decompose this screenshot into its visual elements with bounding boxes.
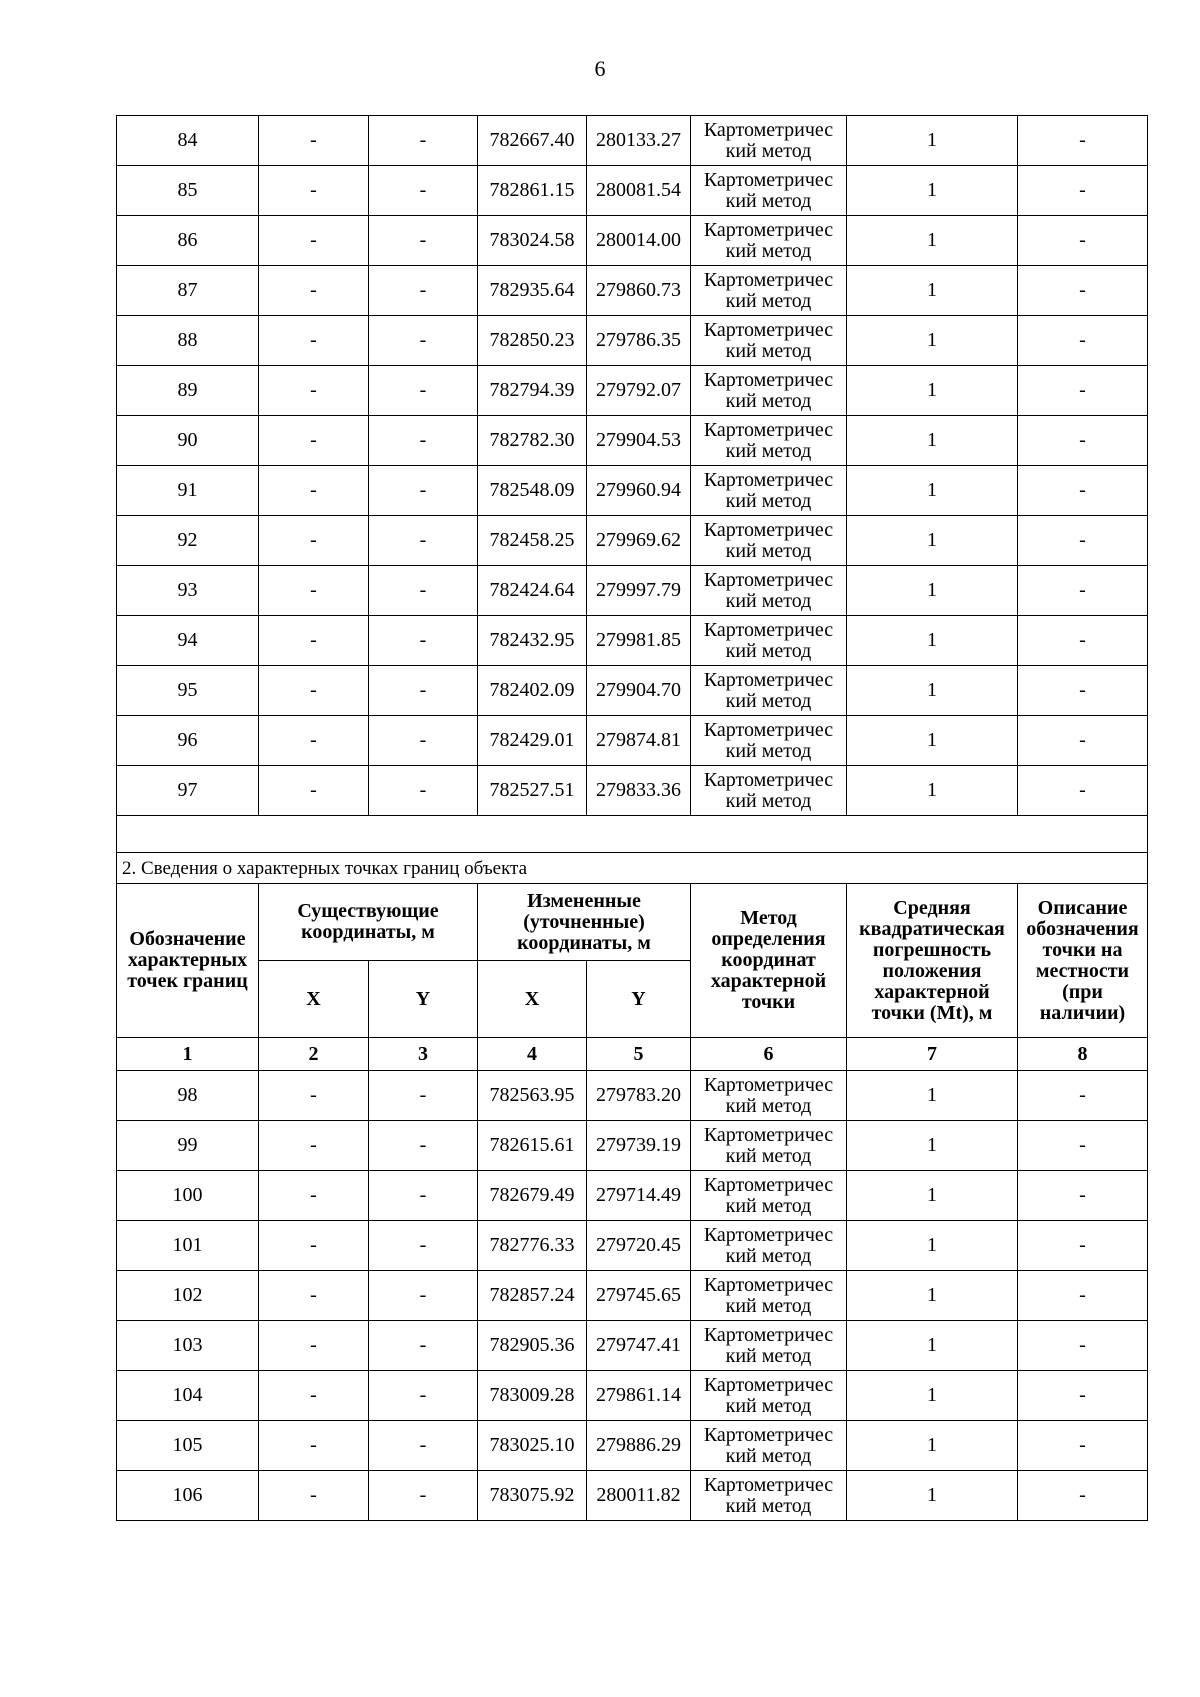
changed-x: 782667.40 — [478, 116, 587, 166]
mt-value: 1 — [847, 1271, 1018, 1321]
changed-y: 279886.29 — [587, 1421, 691, 1471]
method-line-2: кий метод — [725, 439, 812, 462]
point-id: 95 — [117, 666, 259, 716]
table-row — [117, 1171, 1148, 1221]
changed-x: 782527.51 — [478, 766, 587, 816]
table-row — [117, 516, 1148, 566]
table-row — [117, 316, 1148, 366]
method-line-2: кий метод — [725, 1244, 812, 1267]
existing-y: - — [369, 166, 478, 216]
mt-value: 1 — [847, 316, 1018, 366]
method-line-1: Картометричес — [703, 218, 834, 241]
table-row — [117, 216, 1148, 266]
changed-y: 280014.00 — [587, 216, 691, 266]
header-designation: Обозначение характерных точек границ — [117, 884, 259, 1038]
description: - — [1018, 1321, 1148, 1371]
table-row — [117, 1321, 1148, 1371]
point-id: 88 — [117, 316, 259, 366]
existing-x: - — [259, 766, 369, 816]
method — [691, 316, 847, 366]
method — [691, 416, 847, 466]
point-id: 101 — [117, 1221, 259, 1271]
existing-x: - — [259, 616, 369, 666]
existing-y: - — [369, 566, 478, 616]
changed-y: 279969.62 — [587, 516, 691, 566]
table-row — [117, 666, 1148, 716]
point-id: 94 — [117, 616, 259, 666]
point-id: 102 — [117, 1271, 259, 1321]
existing-y: - — [369, 616, 478, 666]
changed-x: 782402.09 — [478, 666, 587, 716]
existing-y: - — [369, 266, 478, 316]
point-id: 91 — [117, 466, 259, 516]
method — [691, 1271, 847, 1321]
description: - — [1018, 466, 1148, 516]
column-number: 5 — [587, 1038, 691, 1071]
empty-row — [117, 816, 1148, 853]
method-line-2: кий метод — [725, 489, 812, 512]
point-id: 106 — [117, 1471, 259, 1521]
changed-x: 782563.95 — [478, 1071, 587, 1121]
point-id: 103 — [117, 1321, 259, 1371]
section-row — [117, 853, 1148, 884]
existing-x: - — [259, 466, 369, 516]
method-line-2: кий метод — [725, 389, 812, 412]
changed-x: 782861.15 — [478, 166, 587, 216]
existing-y: - — [369, 116, 478, 166]
point-id: 98 — [117, 1071, 259, 1121]
method-line-2: кий метод — [725, 1194, 812, 1217]
mt-value: 1 — [847, 566, 1018, 616]
method-line-1: Картометричес — [703, 118, 834, 141]
header-changed-y: Y — [587, 961, 691, 1038]
existing-x: - — [259, 1221, 369, 1271]
method — [691, 616, 847, 666]
changed-y: 280011.82 — [587, 1471, 691, 1521]
mt-value: 1 — [847, 216, 1018, 266]
table-row — [117, 566, 1148, 616]
changed-x: 782776.33 — [478, 1221, 587, 1271]
existing-x: - — [259, 566, 369, 616]
description: - — [1018, 516, 1148, 566]
changed-y: 279786.35 — [587, 316, 691, 366]
method — [691, 216, 847, 266]
header-changed-x: X — [478, 961, 587, 1038]
existing-y: - — [369, 1471, 478, 1521]
changed-x: 782905.36 — [478, 1321, 587, 1371]
method-line-1: Картометричес — [703, 1373, 834, 1396]
column-number: 4 — [478, 1038, 587, 1071]
description: - — [1018, 1471, 1148, 1521]
changed-x: 782850.23 — [478, 316, 587, 366]
mt-value: 1 — [847, 1321, 1018, 1371]
method-line-2: кий метод — [725, 539, 812, 562]
changed-y: 279833.36 — [587, 766, 691, 816]
point-id: 96 — [117, 716, 259, 766]
method-line-1: Картометричес — [703, 1123, 834, 1146]
point-id: 93 — [117, 566, 259, 616]
method — [691, 516, 847, 566]
method — [691, 166, 847, 216]
mt-value: 1 — [847, 716, 1018, 766]
method-line-1: Картометричес — [703, 568, 834, 591]
existing-y: - — [369, 716, 478, 766]
changed-y: 279904.53 — [587, 416, 691, 466]
column-number: 6 — [691, 1038, 847, 1071]
existing-x: - — [259, 166, 369, 216]
header-row-1 — [117, 884, 1148, 961]
method-line-1: Картометричес — [703, 1423, 834, 1446]
table-row — [117, 1421, 1148, 1471]
existing-x: - — [259, 1421, 369, 1471]
existing-x: - — [259, 1371, 369, 1421]
changed-y: 279739.19 — [587, 1121, 691, 1171]
method-line-1: Картометричес — [703, 1323, 834, 1346]
existing-y: - — [369, 466, 478, 516]
changed-y: 279747.41 — [587, 1321, 691, 1371]
header-error: Средняя квадратическая погрешность положения характерной точки (Mt), м — [847, 884, 1018, 1038]
method-line-2: кий метод — [725, 1094, 812, 1117]
method-line-2: кий метод — [725, 139, 812, 162]
method-line-2: кий метод — [725, 589, 812, 612]
changed-y: 280081.54 — [587, 166, 691, 216]
changed-x: 782679.49 — [478, 1171, 587, 1221]
method-line-1: Картометричес — [703, 718, 834, 741]
mt-value: 1 — [847, 116, 1018, 166]
method-line-1: Картометричес — [703, 168, 834, 191]
column-number: 2 — [259, 1038, 369, 1071]
changed-x: 783009.28 — [478, 1371, 587, 1421]
method-line-1: Картометричес — [703, 1273, 834, 1296]
point-id: 100 — [117, 1171, 259, 1221]
method-line-1: Картометричес — [703, 318, 834, 341]
column-number: 3 — [369, 1038, 478, 1071]
method-line-2: кий метод — [725, 689, 812, 712]
table-row — [117, 466, 1148, 516]
method-line-1: Картометричес — [703, 368, 834, 391]
point-id: 104 — [117, 1371, 259, 1421]
existing-x: - — [259, 416, 369, 466]
changed-x: 783075.92 — [478, 1471, 587, 1521]
description: - — [1018, 266, 1148, 316]
changed-y: 279960.94 — [587, 466, 691, 516]
table-row — [117, 1221, 1148, 1271]
method — [691, 666, 847, 716]
method-line-2: кий метод — [725, 1344, 812, 1367]
existing-y: - — [369, 1371, 478, 1421]
table-row — [117, 366, 1148, 416]
coordinates-table — [116, 115, 1148, 1521]
point-id: 99 — [117, 1121, 259, 1171]
method-line-2: кий метод — [725, 339, 812, 362]
method — [691, 566, 847, 616]
header-existing-y: Y — [369, 961, 478, 1038]
table-body-bottom — [117, 1071, 1148, 1521]
changed-x: 783025.10 — [478, 1421, 587, 1471]
method-line-2: кий метод — [725, 789, 812, 812]
method — [691, 1171, 847, 1221]
table-row — [117, 416, 1148, 466]
method — [691, 366, 847, 416]
changed-y: 279745.65 — [587, 1271, 691, 1321]
existing-x: - — [259, 1271, 369, 1321]
method-line-2: кий метод — [725, 1394, 812, 1417]
method-line-1: Картометричес — [703, 518, 834, 541]
column-numbers-row — [117, 1038, 1148, 1071]
table-row — [117, 616, 1148, 666]
point-id: 84 — [117, 116, 259, 166]
existing-x: - — [259, 516, 369, 566]
existing-y: - — [369, 1221, 478, 1271]
changed-y: 279720.45 — [587, 1221, 691, 1271]
method-line-1: Картометричес — [703, 1173, 834, 1196]
column-number: 7 — [847, 1038, 1018, 1071]
method — [691, 1221, 847, 1271]
table-header-section — [117, 816, 1148, 1071]
method — [691, 1371, 847, 1421]
mt-value: 1 — [847, 166, 1018, 216]
method-line-2: кий метод — [725, 239, 812, 262]
mt-value: 1 — [847, 1071, 1018, 1121]
method-line-1: Картометричес — [703, 268, 834, 291]
existing-x: - — [259, 1171, 369, 1221]
header-existing-x: X — [259, 961, 369, 1038]
point-id: 85 — [117, 166, 259, 216]
changed-x: 782794.39 — [478, 366, 587, 416]
description: - — [1018, 1171, 1148, 1221]
mt-value: 1 — [847, 616, 1018, 666]
changed-x: 782432.95 — [478, 616, 587, 666]
point-id: 86 — [117, 216, 259, 266]
table-body-top — [117, 116, 1148, 816]
method-line-1: Картометричес — [703, 1473, 834, 1496]
existing-x: - — [259, 666, 369, 716]
existing-x: - — [259, 1471, 369, 1521]
description: - — [1018, 1371, 1148, 1421]
description: - — [1018, 716, 1148, 766]
column-number: 1 — [117, 1038, 259, 1071]
mt-value: 1 — [847, 1421, 1018, 1471]
method-line-1: Картометричес — [703, 418, 834, 441]
method-line-2: кий метод — [725, 1294, 812, 1317]
existing-y: - — [369, 216, 478, 266]
changed-x: 782857.24 — [478, 1271, 587, 1321]
table-row — [117, 266, 1148, 316]
existing-y: - — [369, 1421, 478, 1471]
table-row — [117, 166, 1148, 216]
changed-y: 279714.49 — [587, 1171, 691, 1221]
changed-x: 782458.25 — [478, 516, 587, 566]
mt-value: 1 — [847, 1221, 1018, 1271]
method — [691, 766, 847, 816]
changed-y: 279997.79 — [587, 566, 691, 616]
mt-value: 1 — [847, 516, 1018, 566]
point-id: 89 — [117, 366, 259, 416]
mt-value: 1 — [847, 416, 1018, 466]
mt-value: 1 — [847, 766, 1018, 816]
existing-x: - — [259, 266, 369, 316]
mt-value: 1 — [847, 1371, 1018, 1421]
existing-y: - — [369, 366, 478, 416]
point-id: 90 — [117, 416, 259, 466]
existing-y: - — [369, 516, 478, 566]
table-row — [117, 1271, 1148, 1321]
description: - — [1018, 1071, 1148, 1121]
method-line-2: кий метод — [725, 1494, 812, 1517]
point-id: 87 — [117, 266, 259, 316]
changed-x: 782615.61 — [478, 1121, 587, 1171]
description: - — [1018, 316, 1148, 366]
changed-y: 279861.14 — [587, 1371, 691, 1421]
method-line-2: кий метод — [725, 739, 812, 762]
changed-y: 280133.27 — [587, 116, 691, 166]
description: - — [1018, 366, 1148, 416]
existing-y: - — [369, 766, 478, 816]
table-row — [117, 1371, 1148, 1421]
point-id: 105 — [117, 1421, 259, 1471]
existing-y: - — [369, 416, 478, 466]
mt-value: 1 — [847, 666, 1018, 716]
existing-x: - — [259, 1071, 369, 1121]
mt-value: 1 — [847, 1471, 1018, 1521]
table-row — [117, 1071, 1148, 1121]
existing-x: - — [259, 1321, 369, 1371]
method-line-2: кий метод — [725, 1444, 812, 1467]
table-row — [117, 1121, 1148, 1171]
mt-value: 1 — [847, 266, 1018, 316]
changed-y: 279792.07 — [587, 366, 691, 416]
method-line-1: Картометричес — [703, 1223, 834, 1246]
mt-value: 1 — [847, 466, 1018, 516]
method — [691, 1471, 847, 1521]
description: - — [1018, 616, 1148, 666]
table-row — [117, 716, 1148, 766]
mt-value: 1 — [847, 1121, 1018, 1171]
method-line-2: кий метод — [725, 189, 812, 212]
existing-y: - — [369, 1121, 478, 1171]
method-line-1: Картометричес — [703, 668, 834, 691]
header-method: Метод определения координат характерной точки — [691, 884, 847, 1038]
header-changed: Измененные (уточненные) координаты, м — [478, 884, 691, 961]
method — [691, 1121, 847, 1171]
changed-x: 783024.58 — [478, 216, 587, 266]
existing-x: - — [259, 216, 369, 266]
method-line-2: кий метод — [725, 289, 812, 312]
method — [691, 716, 847, 766]
existing-y: - — [369, 1321, 478, 1371]
method-line-1: Картометричес — [703, 768, 834, 791]
method — [691, 1321, 847, 1371]
description: - — [1018, 1421, 1148, 1471]
changed-y: 279904.70 — [587, 666, 691, 716]
existing-y: - — [369, 666, 478, 716]
method-line-1: Картометричес — [703, 1073, 834, 1096]
table-row — [117, 116, 1148, 166]
page-number: 6 — [594, 56, 606, 81]
changed-x: 782782.30 — [478, 416, 587, 466]
existing-x: - — [259, 716, 369, 766]
changed-x: 782548.09 — [478, 466, 587, 516]
description: - — [1018, 566, 1148, 616]
existing-y: - — [369, 1171, 478, 1221]
existing-y: - — [369, 316, 478, 366]
changed-x: 782424.64 — [478, 566, 587, 616]
method — [691, 1421, 847, 1471]
method-line-1: Картометричес — [703, 618, 834, 641]
description: - — [1018, 116, 1148, 166]
method-line-2: кий метод — [725, 1144, 812, 1167]
changed-y: 279860.73 — [587, 266, 691, 316]
mt-value: 1 — [847, 1171, 1018, 1221]
changed-y: 279783.20 — [587, 1071, 691, 1121]
point-id: 92 — [117, 516, 259, 566]
table-row — [117, 1471, 1148, 1521]
method — [691, 1071, 847, 1121]
changed-y: 279874.81 — [587, 716, 691, 766]
existing-y: - — [369, 1271, 478, 1321]
section-title: 2. Сведения о характерных точках границ объекта — [117, 853, 1148, 884]
description: - — [1018, 766, 1148, 816]
column-number: 8 — [1018, 1038, 1148, 1071]
changed-x: 782429.01 — [478, 716, 587, 766]
header-description: Описание обозначения точки на местности (при наличии) — [1018, 884, 1148, 1038]
method — [691, 116, 847, 166]
method-line-1: Картометричес — [703, 468, 834, 491]
method — [691, 266, 847, 316]
description: - — [1018, 1121, 1148, 1171]
description: - — [1018, 1221, 1148, 1271]
header-existing: Существующие координаты, м — [259, 884, 478, 961]
table-row — [117, 766, 1148, 816]
point-id: 97 — [117, 766, 259, 816]
method-line-2: кий метод — [725, 639, 812, 662]
existing-y: - — [369, 1071, 478, 1121]
existing-x: - — [259, 116, 369, 166]
description: - — [1018, 666, 1148, 716]
mt-value: 1 — [847, 366, 1018, 416]
method — [691, 466, 847, 516]
changed-y: 279981.85 — [587, 616, 691, 666]
existing-x: - — [259, 366, 369, 416]
description: - — [1018, 216, 1148, 266]
changed-x: 782935.64 — [478, 266, 587, 316]
existing-x: - — [259, 316, 369, 366]
existing-x: - — [259, 1121, 369, 1171]
description: - — [1018, 1271, 1148, 1321]
description: - — [1018, 166, 1148, 216]
description: - — [1018, 416, 1148, 466]
